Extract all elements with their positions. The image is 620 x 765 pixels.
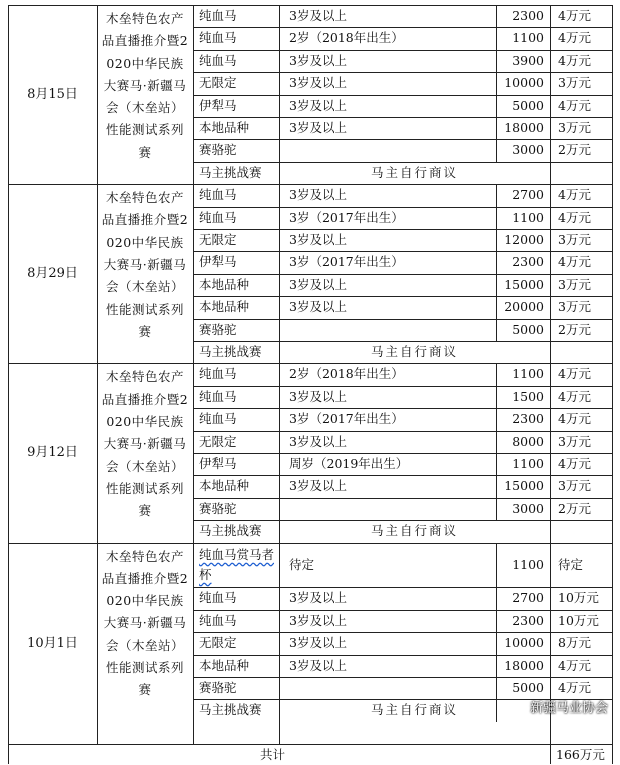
col-line	[612, 363, 613, 542]
race-condition: 3岁及以上	[289, 635, 347, 651]
race-condition: 3岁及以上	[289, 52, 347, 68]
race-type: 纯血马	[199, 187, 237, 203]
race-distance: 15000	[504, 276, 544, 292]
race-type: 本地品种	[199, 120, 250, 135]
race-distance: 20000	[504, 299, 544, 315]
race-type: 无限定	[199, 232, 237, 247]
col-line	[496, 543, 497, 722]
col-line	[193, 363, 194, 542]
race-prize: 4万元	[558, 209, 591, 225]
challenge-note: 马主自行商议	[370, 702, 458, 718]
race-distance: 18000	[504, 657, 544, 673]
total-value: 166万元	[556, 747, 605, 763]
col-line	[496, 363, 497, 520]
race-condition	[279, 498, 496, 520]
challenge-note: 马主自行商议	[370, 164, 458, 180]
race-condition: 3岁及以上	[289, 657, 347, 673]
race-type: 纯血马	[199, 52, 237, 68]
race-type: 纯血马	[199, 8, 237, 23]
col-line	[97, 543, 98, 745]
challenge-note: 马主自行商议	[370, 344, 458, 359]
race-prize: 4万元	[558, 254, 591, 270]
race-condition: 2岁（2018年出生）	[289, 30, 404, 46]
col-line	[496, 184, 497, 341]
race-type: 纯血马	[199, 30, 237, 46]
col-line	[97, 184, 98, 363]
race-distance: 2700	[512, 187, 544, 203]
race-prize: 3万元	[558, 120, 591, 135]
col-line	[193, 5, 194, 184]
race-prize: 4万元	[558, 366, 591, 382]
race-type: 本地品种	[199, 276, 250, 292]
race-condition: 3岁及以上	[289, 232, 347, 247]
race-condition: 3岁及以上	[289, 612, 347, 628]
race-prize: 4万元	[558, 680, 591, 695]
race-type: 伊犁马	[199, 97, 237, 113]
event-name-cell: 木垒特色农产品直播推介暨2020中华民族大赛马·新疆马会（木垒站）性能测试系列赛	[101, 369, 189, 519]
race-type: 无限定	[199, 75, 237, 91]
race-prize: 4万元	[558, 456, 591, 471]
race-distance: 5000	[512, 680, 544, 695]
race-type: 伊犁马	[199, 456, 237, 471]
race-prize: 10万元	[558, 612, 599, 628]
col-line	[97, 5, 98, 184]
watermark	[510, 697, 608, 716]
race-distance: 2300	[512, 411, 544, 427]
race-distance: 5000	[512, 321, 544, 337]
date-cell: 8月15日	[27, 87, 78, 102]
col-line	[8, 5, 9, 184]
race-condition: 3岁（2017年出生）	[289, 411, 404, 427]
race-condition: 3岁及以上	[289, 590, 347, 606]
race-type: 本地品种	[199, 478, 250, 494]
race-prize: 10万元	[558, 590, 599, 606]
col-line	[550, 5, 551, 184]
race-distance: 1100	[512, 209, 544, 225]
date-cell: 10月1日	[27, 635, 78, 651]
race-prize: 2万元	[558, 500, 591, 516]
col-line	[8, 744, 9, 764]
race-type: 伊犁马	[199, 254, 237, 270]
race-prize: 3万元	[558, 75, 591, 91]
race-condition	[279, 319, 496, 341]
col-line	[97, 363, 98, 542]
race-prize: 3万元	[558, 433, 591, 449]
col-line	[612, 5, 613, 184]
race-type: 无限定	[199, 635, 237, 651]
race-prize: 4万元	[558, 657, 591, 673]
race-distance: 18000	[504, 120, 544, 135]
race-condition: 3岁及以上	[289, 299, 347, 315]
race-distance: 1100	[512, 366, 544, 382]
wechat-icon	[510, 699, 526, 715]
race-prize: 4万元	[558, 187, 591, 203]
event-name-cell: 木垒特色农产品直播推介暨2020中华民族大赛马·新疆马会（木垒站）性能测试系列赛	[101, 190, 189, 339]
race-prize: 3万元	[558, 232, 591, 247]
challenge-type: 马主挑战赛	[199, 164, 262, 180]
col-line	[550, 744, 551, 764]
race-condition: 3岁及以上	[289, 187, 347, 203]
race-distance: 3900	[512, 52, 544, 68]
col-line	[193, 543, 194, 745]
race-prize: 4万元	[558, 30, 591, 46]
col-line	[612, 184, 613, 363]
race-condition: 3岁及以上	[289, 120, 347, 135]
race-prize: 4万元	[558, 52, 591, 68]
race-condition: 3岁及以上	[289, 8, 347, 23]
total-label: 共计	[260, 747, 286, 763]
col-line	[8, 543, 9, 745]
race-distance: 1100	[512, 556, 544, 572]
race-type: 本地品种	[199, 657, 250, 673]
race-condition	[279, 139, 496, 161]
challenge-type: 马主挑战赛	[199, 702, 262, 718]
race-condition	[279, 677, 496, 699]
race-type: 赛骆驼	[199, 500, 237, 516]
race-distance: 12000	[504, 232, 544, 247]
col-line	[612, 744, 613, 764]
race-distance: 5000	[512, 97, 544, 113]
race-condition: 3岁（2017年出生）	[289, 254, 404, 270]
race-prize: 4万元	[558, 411, 591, 427]
race-prize: 4万元	[558, 8, 591, 23]
col-line	[279, 184, 280, 363]
race-condition: 3岁及以上	[289, 388, 347, 404]
race-distance: 2300	[512, 254, 544, 270]
race-type: 纯血马	[199, 590, 237, 606]
race-prize: 8万元	[558, 635, 591, 651]
race-distance: 2300	[512, 612, 544, 628]
race-distance: 8000	[512, 433, 544, 449]
race-condition: 3岁及以上	[289, 75, 347, 91]
race-distance: 3000	[512, 500, 544, 516]
race-distance: 1100	[512, 456, 544, 471]
col-line	[279, 363, 280, 542]
race-type: 纯血马	[199, 209, 237, 225]
race-prize: 3万元	[558, 478, 591, 494]
race-type: 纯血马	[199, 411, 237, 427]
challenge-type: 马主挑战赛	[199, 344, 262, 359]
race-distance: 15000	[504, 478, 544, 494]
race-type: 本地品种	[199, 299, 250, 315]
race-distance: 10000	[504, 75, 544, 91]
race-distance: 1100	[512, 30, 544, 46]
col-line	[279, 543, 280, 745]
race-prize: 4万元	[558, 388, 591, 404]
race-distance: 2300	[512, 8, 544, 23]
race-prize: 2万元	[558, 321, 591, 337]
race-type: 赛骆驼	[199, 680, 237, 695]
race-type: 无限定	[199, 433, 237, 449]
race-condition: 周岁（2019年出生）	[289, 456, 409, 471]
race-type: 赛骆驼	[199, 321, 237, 337]
race-condition: 2岁（2018年出生）	[289, 366, 404, 382]
col-line	[279, 5, 280, 184]
race-condition: 3岁及以上	[289, 433, 347, 449]
col-line	[612, 543, 613, 745]
race-condition: 3岁及以上	[289, 478, 347, 494]
race-prize: 3万元	[558, 276, 591, 292]
race-condition: 3岁（2017年出生）	[289, 209, 404, 225]
race-type: 纯血马	[199, 388, 237, 404]
challenge-type: 马主挑战赛	[199, 523, 262, 539]
race-type: 纯血马	[199, 366, 237, 382]
col-line	[550, 184, 551, 363]
race-condition: 待定	[289, 556, 315, 572]
race-distance: 1500	[512, 388, 544, 404]
race-distance: 2700	[512, 590, 544, 606]
race-distance: 10000	[504, 635, 544, 651]
col-line	[8, 184, 9, 363]
race-condition: 3岁及以上	[289, 276, 347, 292]
race-type: 赛骆驼	[199, 142, 237, 158]
date-cell: 8月29日	[27, 266, 78, 282]
race-prize: 4万元	[558, 97, 591, 113]
race-prize: 待定	[558, 556, 584, 572]
event-name-cell: 木垒特色农产品直播推介暨2020中华民族大赛马·新疆马会（木垒站）性能测试系列赛	[101, 11, 189, 160]
col-line	[8, 363, 9, 542]
race-condition: 3岁及以上	[289, 97, 347, 113]
race-prize: 2万元	[558, 142, 591, 158]
race-distance: 3000	[512, 142, 544, 158]
challenge-note: 马主自行商议	[370, 523, 458, 539]
race-type: 纯血马	[199, 612, 237, 628]
col-line	[550, 363, 551, 542]
date-cell: 9月12日	[27, 445, 78, 461]
col-line	[193, 184, 194, 363]
race-type: 纯血马赏马者杯	[199, 546, 275, 582]
col-line	[496, 5, 497, 162]
race-prize: 3万元	[558, 299, 591, 315]
event-name-cell: 木垒特色农产品直播推介暨2020中华民族大赛马·新疆马会（木垒站）性能测试系列赛	[101, 548, 189, 698]
watermark-text: 新疆马业协会	[529, 701, 608, 716]
